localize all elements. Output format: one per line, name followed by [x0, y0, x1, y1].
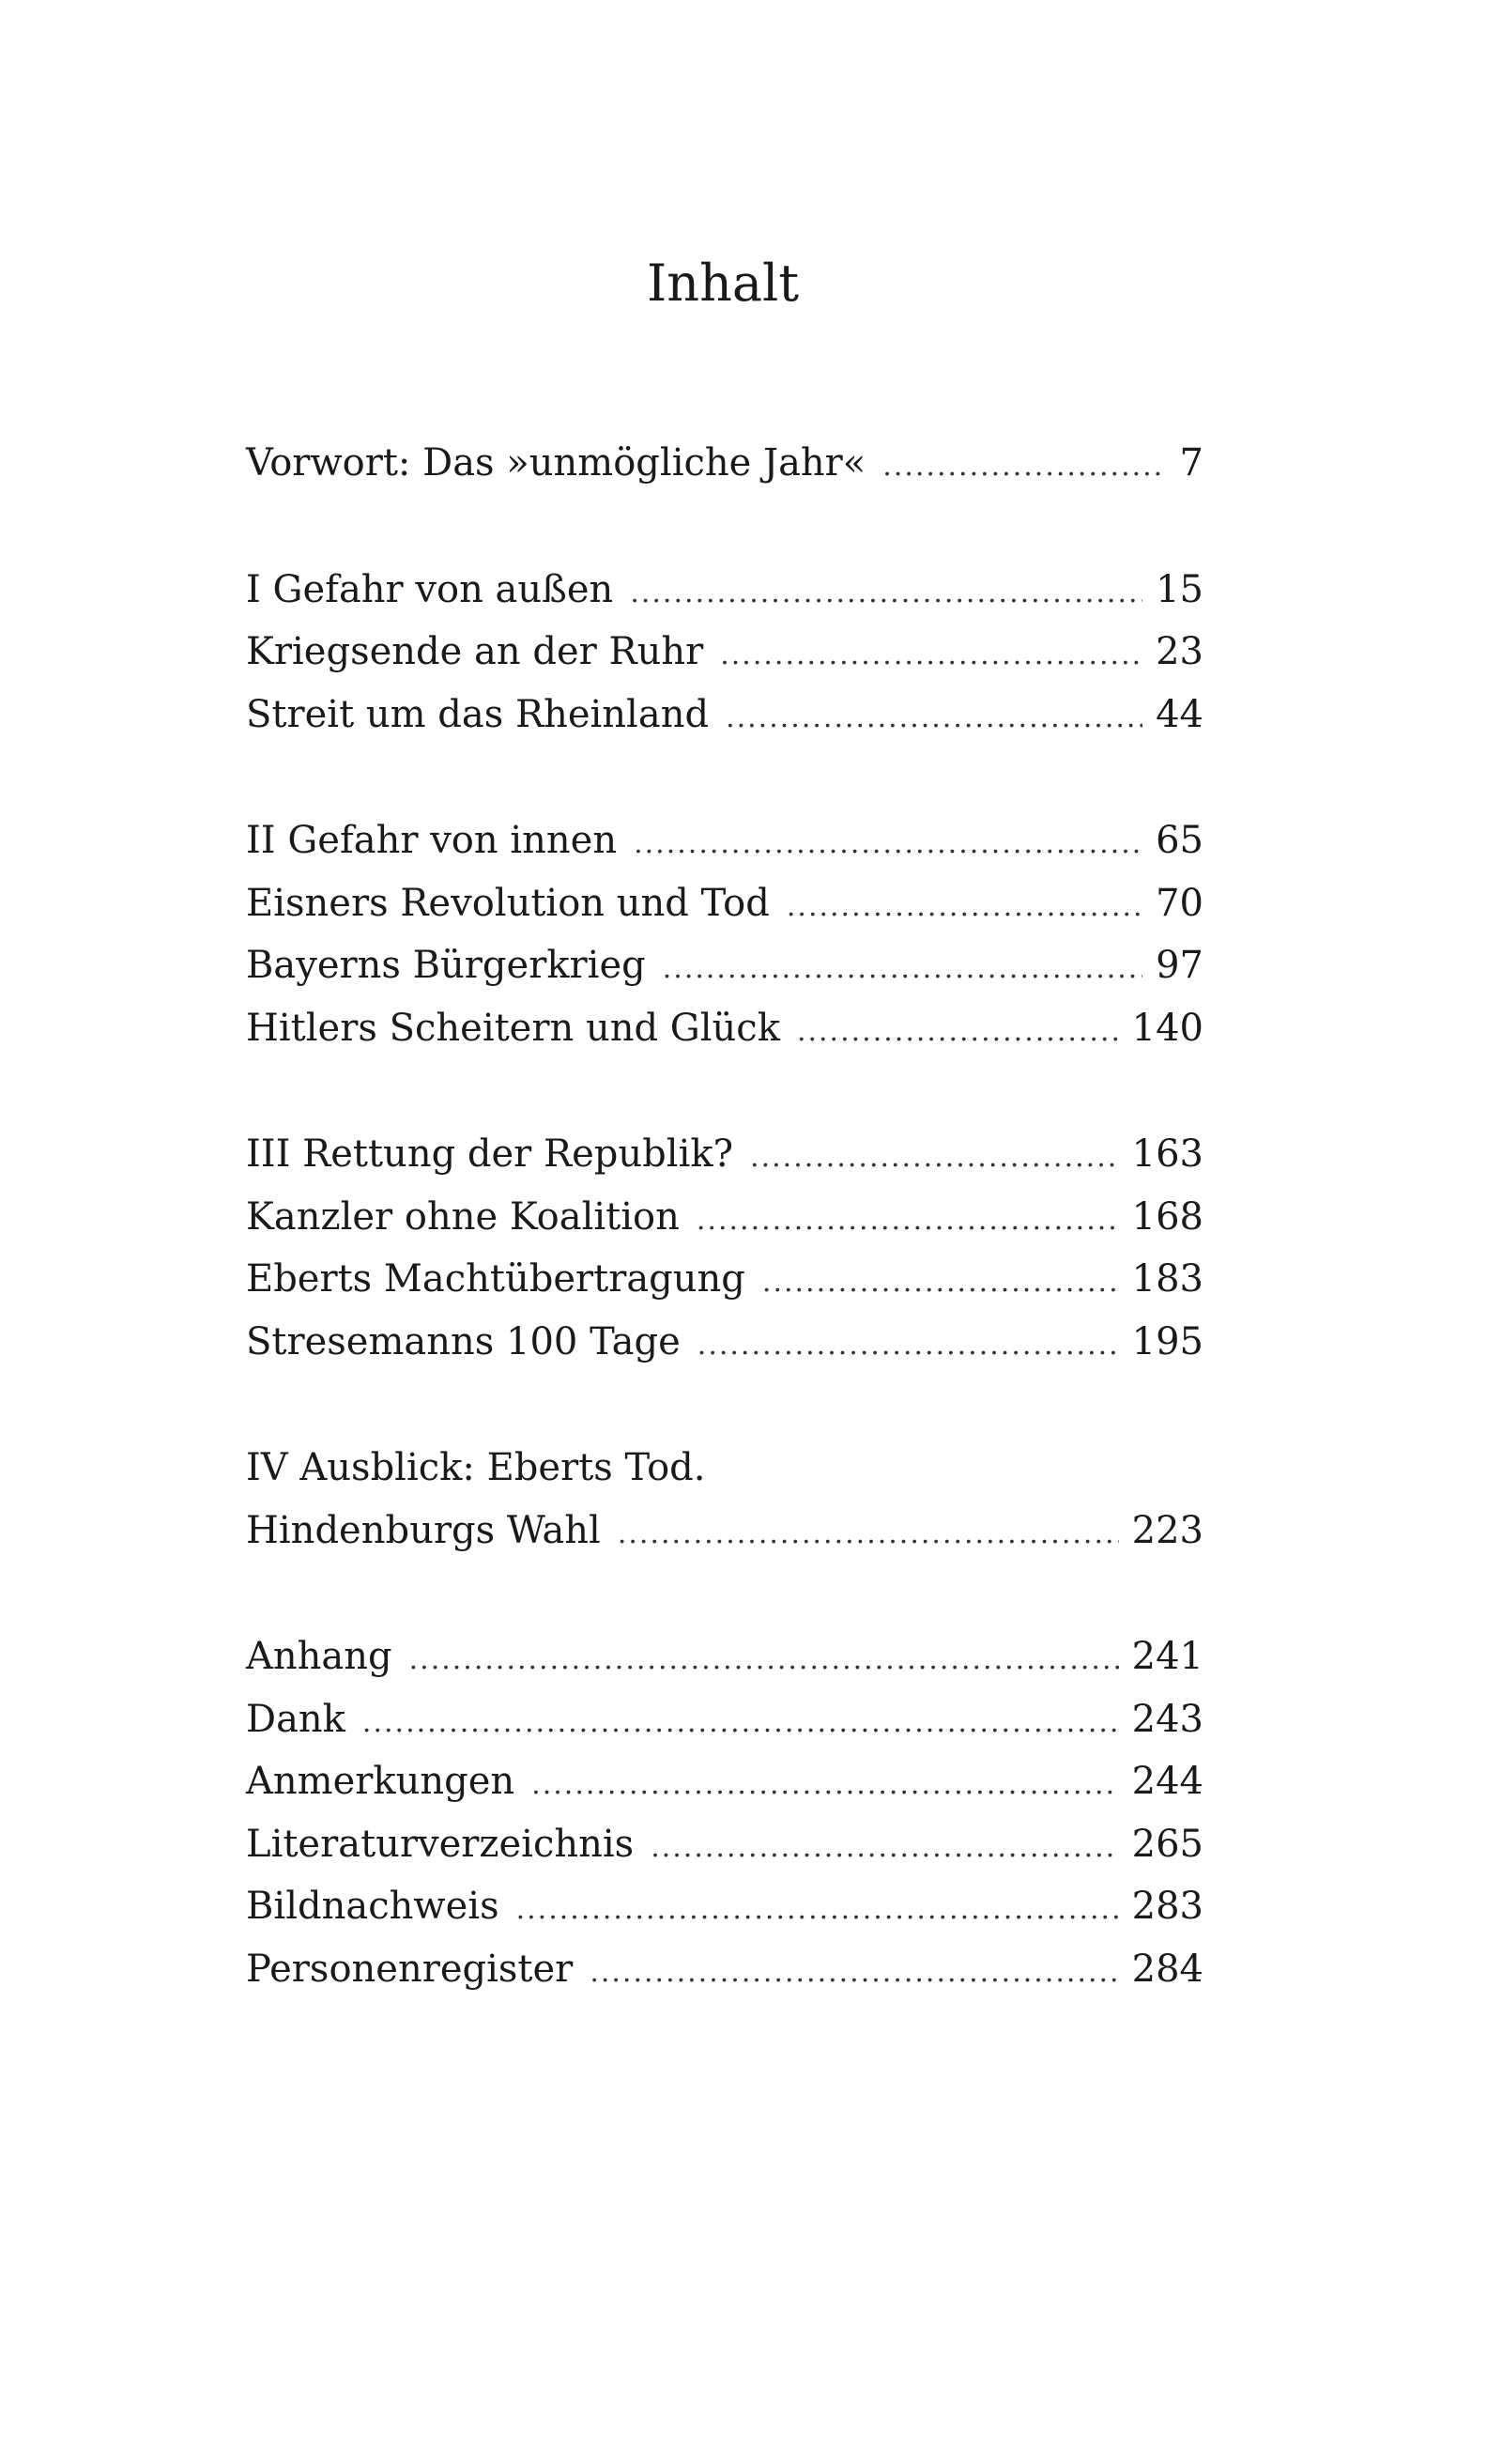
toc-entry[interactable]	[246, 1123, 1203, 1186]
toc-entry-label: III Rettung der Republik?	[246, 1132, 734, 1176]
toc-entry-page: 65	[1156, 819, 1203, 862]
dot-leader	[762, 1252, 1119, 1315]
toc-entry[interactable]	[246, 1938, 1203, 2001]
toc-entry-label: Eisners Revolution und Tod	[246, 881, 770, 925]
toc-entry[interactable]	[246, 621, 1203, 684]
table-of-contents	[246, 432, 1203, 2064]
toc-entry-page: 168	[1131, 1194, 1203, 1239]
toc-entry[interactable]	[246, 559, 1203, 622]
toc-entry-page: 44	[1156, 692, 1203, 736]
toc-group-part-2	[246, 809, 1203, 1059]
dot-leader	[797, 1001, 1119, 1064]
toc-entry[interactable]	[246, 809, 1203, 872]
toc-entry-label: II Gefahr von innen	[246, 819, 618, 862]
toc-entry[interactable]	[246, 1625, 1203, 1688]
dot-leader	[651, 1817, 1118, 1880]
dot-leader	[697, 1190, 1119, 1253]
toc-entry-label: Anmerkungen	[246, 1760, 515, 1803]
toc-entry[interactable]	[246, 1437, 1203, 1500]
toc-entry[interactable]	[246, 997, 1203, 1060]
dot-leader	[531, 1754, 1118, 1817]
dot-leader	[618, 1503, 1119, 1566]
toc-entry-label: Kanzler ohne Koalition	[246, 1194, 680, 1239]
toc-entry[interactable]	[246, 1248, 1203, 1311]
toc-entry[interactable]	[246, 872, 1203, 935]
toc-group-appendix	[246, 1625, 1203, 2000]
toc-entry-label: Hindenburgs Wahl	[246, 1508, 601, 1552]
dot-leader	[516, 1879, 1119, 1942]
dot-leader	[726, 687, 1142, 750]
toc-entry[interactable]	[246, 432, 1203, 495]
dot-leader	[362, 1692, 1119, 1755]
toc-entry[interactable]	[246, 1750, 1203, 1813]
toc-entry[interactable]	[246, 1311, 1203, 1374]
toc-entry-page: 265	[1131, 1822, 1203, 1866]
toc-entry[interactable]	[246, 1875, 1203, 1938]
toc-group-part-1	[246, 559, 1203, 747]
dot-leader	[720, 624, 1142, 687]
dot-leader	[634, 813, 1142, 876]
toc-group-preface	[246, 432, 1203, 495]
toc-entry-label: Kriegsende an der Ruhr	[246, 630, 704, 673]
dot-leader	[663, 938, 1142, 1001]
toc-entry-page: 163	[1131, 1132, 1203, 1176]
toc-entry-label: Stresemanns 100 Tage	[246, 1319, 681, 1363]
toc-entry-label: Dank	[246, 1697, 345, 1741]
toc-entry-page: 223	[1131, 1508, 1203, 1552]
toc-entry-page: 195	[1131, 1319, 1203, 1363]
toc-group-part-3	[246, 1123, 1203, 1373]
toc-entry[interactable]	[246, 1186, 1203, 1249]
toc-entry-page: 244	[1131, 1760, 1203, 1803]
toc-entry-page: 70	[1156, 881, 1203, 925]
toc-entry-page: 7	[1179, 441, 1203, 485]
toc-entry-label: Bildnachweis	[246, 1885, 499, 1928]
toc-entry-label: Anhang	[246, 1635, 392, 1678]
toc-entry-label: Personenregister	[246, 1947, 574, 1991]
toc-group-part-4	[246, 1437, 1203, 1562]
toc-entry[interactable]	[246, 684, 1203, 747]
dot-leader	[882, 436, 1166, 499]
dot-leader	[409, 1629, 1119, 1692]
toc-entry-page: 15	[1156, 567, 1203, 611]
toc-entry[interactable]	[246, 1688, 1203, 1751]
dot-leader	[787, 876, 1142, 939]
toc-entry-label: I Gefahr von außen	[246, 567, 614, 611]
toc-entry-page: 243	[1131, 1697, 1203, 1741]
toc-entry-page: 140	[1131, 1006, 1203, 1050]
toc-entry-label: Bayerns Bürgerkrieg	[246, 944, 646, 987]
toc-entry-page: 183	[1131, 1257, 1203, 1301]
toc-entry-label: Eberts Machtübertragung	[246, 1257, 745, 1301]
toc-entry-page: 283	[1131, 1885, 1203, 1928]
toc-entry-label: Vorwort: Das »unmögliche Jahr«	[246, 441, 866, 485]
toc-entry-label: Hitlers Scheitern und Glück	[246, 1006, 780, 1050]
toc-entry-label: Streit um das Rheinland	[246, 692, 710, 736]
toc-entry[interactable]	[246, 1813, 1203, 1876]
toc-entry-page: 284	[1131, 1947, 1203, 1991]
toc-entry[interactable]	[246, 1500, 1203, 1563]
toc-entry-label: Literaturverzeichnis	[246, 1822, 635, 1866]
toc-entry-page: 23	[1156, 630, 1203, 673]
dot-leader	[630, 562, 1142, 625]
toc-entry[interactable]	[246, 934, 1203, 997]
dot-leader	[750, 1127, 1119, 1190]
toc-entry-page: 97	[1156, 944, 1203, 987]
dot-leader	[697, 1315, 1119, 1378]
page-title: Inhalt	[646, 254, 800, 313]
toc-entry-label: IV Ausblick: Eberts Tod.	[246, 1446, 706, 1489]
dot-leader	[590, 1942, 1118, 2005]
toc-entry-page: 241	[1131, 1635, 1203, 1678]
